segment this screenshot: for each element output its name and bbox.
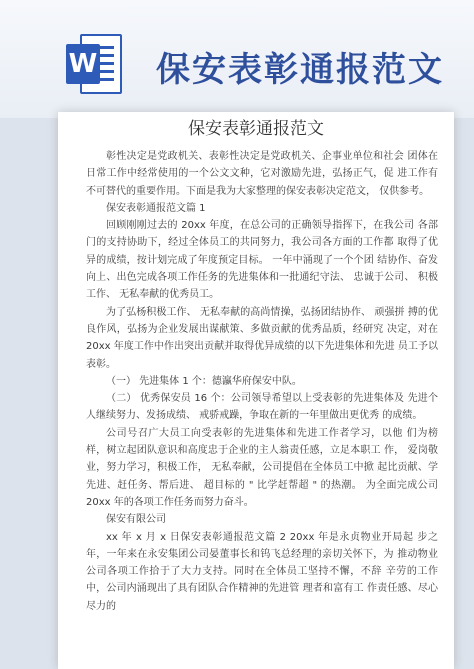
paragraph-article-2: xx 年 x 月 x 日保安表彰通报范文篇 2 20xx 年是永贞物业开局起 步之年，一年来在永安集团公司晏董事长和钨飞总经理的亲切关怀下，为 推动物业公司各项工作拾于了大力支持。同时在全体员工坚持不懈，不辞 辛劳的工作中，公司内涌现出了具有团队合作精神的先进管 理者和富有工 作责任感、尽心尽力的 bbox=[86, 531, 438, 612]
document-body bbox=[86, 148, 438, 615]
header-banner bbox=[0, 0, 474, 118]
paragraph-commendation: 为了弘杨积极工作、 无私奉献的高尚情操，弘扬团结协作、 顽强拼 搏的优良作风，弘扬为企业发展出谋献策、多做贡献的优秀品质，经研究 决定，对在 20xx 年度工作中作出突出贡献并取得优异成绩的以下先进集体和先进 员工予以表彰。 bbox=[86, 306, 438, 370]
document-page bbox=[58, 112, 454, 669]
paragraph-call-to-action: 公司号召广大员工向受表彰的先进集体和先进工作者学习，以他 们为榜样，树立起团队意识和高度忠于企业的主人翁责任感，立足本职工 作， 爱岗敬业，努力学习，积极工作， 无私奉献，公司提倡在全体员工中掀 起比贡献、学先进、赶任务、帮后进、 超目标的 " 比学赶帮超 " 的热潮。 为全面完成公司 20xx 年的各项工作任务而努力奋斗。 bbox=[86, 427, 438, 508]
paragraph-excellent-guards: （二） 优秀保安员 16 个：公司领导希望以上受表彰的先进集体及 先进个人继续努力、发扬成绩、 戒骄戒躁，争取在新的一年里做出更优秀 的成绩。 bbox=[86, 393, 438, 422]
word-icon-badge: W bbox=[66, 44, 100, 84]
word-document-icon bbox=[66, 34, 122, 94]
paragraph-advanced-collective: （一） 先进集体 1 个：德瀛华府保安中队。 bbox=[106, 375, 302, 387]
section-heading-1: 保安表彰通报范文篇 1 bbox=[106, 202, 206, 214]
paragraph-intro: 彰性决定是党政机关、表彰性决定是党政机关、企事业单位和社会 团体在日常工作中经常使用的一个公文文种，它对激励先进，弘扬正气，促 进工作有不可替代的重要作用。下面是我为大家整理的保安表彰决定范文， 仅供参考。 bbox=[86, 151, 438, 197]
banner-title: 保安表彰通报范文 bbox=[156, 50, 444, 90]
document-title: 保安表彰通报范文 bbox=[188, 119, 324, 139]
company-signature: 保安有限公司 bbox=[106, 514, 166, 526]
paragraph-review: 回顾刚刚过去的 20xx 年度，在总公司的正确领导指挥下，在我公司 各部门的支持协助下，经过全体员工的共同努力，我公司各方面的工作都 取得了优异的成绩，按计划完成了年度预定目标。 一年中涌现了一个个团 结协作、奋发向上、出色完成各项工作任务的先进集体和一批通纪守法、 忠诚于公司、 积极工作、 无私奉献的优秀员工。 bbox=[86, 220, 438, 301]
